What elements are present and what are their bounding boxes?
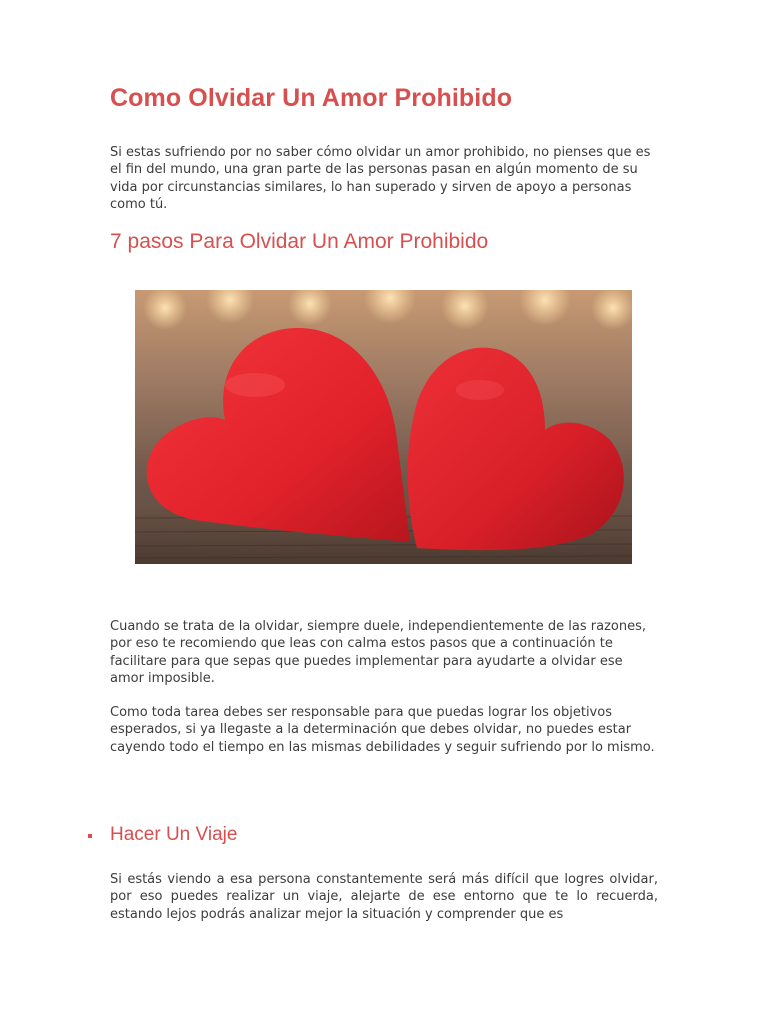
body-paragraph-2: Como toda tarea debes ser responsable para que puedas lograr los objetivos esperados, si ya llegaste a la determinación que debes olvidar, no puedes estar cayendo todo el tiempo en las mismas debilidades y seguir sufriendo por lo mismo. xyxy=(110,705,655,755)
list-bullet-icon xyxy=(88,834,92,838)
section-1-paragraph: Si estás viendo a esa persona constantemente será más difícil que logres olvidar, por eso puedes realizar un viaje, alejarte de ese entorno que te lo recuerda, estando lejos podrás analizar mejor la situación y comprender que es xyxy=(110,872,658,922)
section-heading-hacer-un-viaje: Hacer Un Viaje xyxy=(110,824,238,845)
section-heading-steps: 7 pasos Para Olvidar Un Amor Prohibido xyxy=(110,230,489,253)
document-title: Como Olvidar Un Amor Prohibido xyxy=(110,84,513,112)
hearts-photo xyxy=(135,290,632,564)
intro-paragraph: Si estas sufriendo por no saber cómo olvidar un amor prohibido, no pienses que es el fin del mundo, una gran parte de las personas pasan en algún momento de su vida por circunstancias similares, lo han superado y sirven de apoyo a personas como tú. xyxy=(110,145,651,213)
body-paragraph-1: Cuando se trata de la olvidar, siempre duele, independientemente de las razones, por eso te recomiendo que leas con calma estos pasos que a continuación te facilitare para que sepas que puedes implementar para ayudarte a olvidar ese amor imposible. xyxy=(110,619,647,687)
